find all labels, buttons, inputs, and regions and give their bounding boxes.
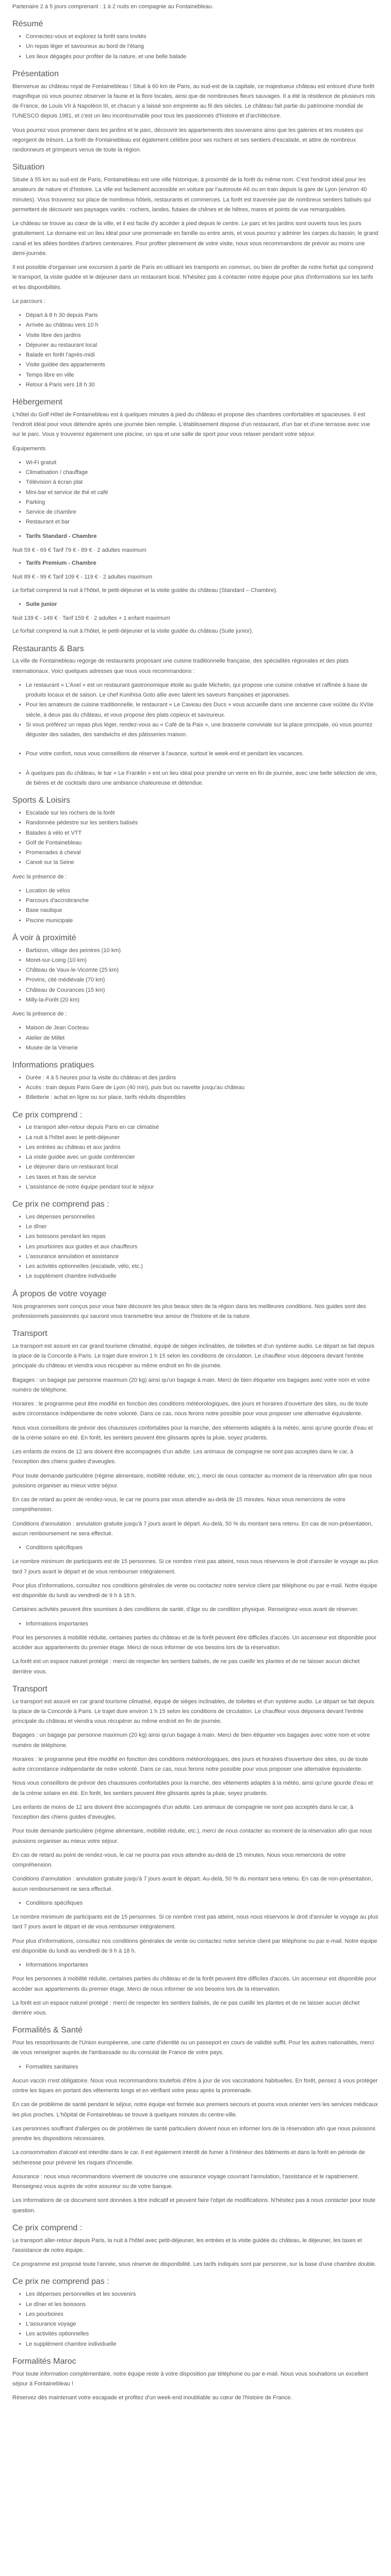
paragraph: Il est possible d'organiser une excursion à partir de Paris en utilisant les transports en commun, ou bien de profiter de notre forfait qui comprend le transport, la visite guidée et le déjeuner dans un restaurant local. N'hésitez pas à contacter notre équipe pour plus d'informations sur les tarifs et les disponibilités. <box>12 264 373 291</box>
list-item: • Promenades à cheval <box>26 848 379 858</box>
list-item: • Informations importantes <box>26 1960 379 1970</box>
paragraph: Pour les personnes à mobilité réduite, certaines parties du château et de la forêt peuvent être difficiles d'accès. Un ascenseur est disponible pour accéder aux appartements du premier étage. Merci de nous informer de vos besoins lors de la réservation. <box>12 1976 377 1992</box>
list-item: • Château de Vaux-le-Vicomte (25 km) <box>26 965 379 975</box>
rates-list <box>12 600 379 609</box>
paragraph: La ville de Fontainebleau regorge de restaurants proposant une cuisine traditionnelle française, des spécialités régionales et des plats internationaux. Voici quelques adresses que nous vous recommandons : <box>12 658 349 674</box>
list-item: • À quelques pas du château, le bar « Le Franklin » est un lieu idéal pour prendre un verre en fin de journée, avec une belle sélection de vins, de bières et de cocktails dans une ambiance chaleureuse et détendue. <box>26 769 379 789</box>
transport-conditions-list <box>12 1543 379 1553</box>
list-item: • Piscine municipale <box>26 916 379 926</box>
list-item: • Les dépenses personnelles <box>26 1212 379 1222</box>
intro-text: Partenaire 2 à 5 jours comprenant : 1 à 2 nuits en compagnie au Fontainebleau. <box>12 4 214 10</box>
section-title-formalities-2: Formalités Maroc <box>12 2357 76 2366</box>
list-item: • Les pourboires <box>26 2310 379 2319</box>
list-item: • Si vous préférez un repas plus léger, rendez-vous au « Café de la Paix », une brasserie conviviale sur la place principale, où vous pourrez déguster des salades, des sandwichs et des pâtisseries maison. <box>26 720 379 740</box>
paragraph: En cas de retard au point de rendez-vous, le car ne pourra pas vous attendre au-delà de 15 minutes. Nous vous remercions de votre compréhension. <box>12 1852 346 1869</box>
restaurants-list-3 <box>12 769 379 789</box>
list-item: • Télévision à écran plat <box>26 478 379 487</box>
list-item: • L'assurance annulation et assistance <box>26 1252 379 1262</box>
list-item: • Mini-bar et service de thé et café <box>26 488 379 498</box>
list-item: • Pour les amateurs de cuisine traditionnelle, le restaurant « Le Caveau des Ducs » vous accueille dans une ancienne cave voûtée du XVIIe siècle, à deux pas du château, et vous propose des plats copieux et savoureux. <box>26 700 379 720</box>
list-item: • Temps libre en ville <box>26 370 379 380</box>
list-item: • Billetterie : achat en ligne ou sur place, tarifs réduits disponibles <box>26 1093 379 1103</box>
list-item: • Restaurant et bar <box>26 517 379 527</box>
list-item: • Canoë sur la Seine <box>26 858 379 868</box>
around-list-2 <box>12 1023 379 1053</box>
paragraph: Conditions d'annulation : annulation gratuite jusqu'à 7 jours avant le départ. Au-delà, 50 % du montant sera retenu. En cas de non-présentation, aucun remboursement ne sera effectué. <box>12 1520 373 1537</box>
paragraph: L'hôtel du Golf Hôtel de Fontainebleau est à quelques minutes à pied du château et propose des chambres confortables et spacieuses. Il est l'endroit idéal pour vous détendre après une journée bien remplie. L'établissement dispose d'un restaurant, d'un bar et d'une terrasse avec vue sur le parc. Vous y trouverez également une piscine, un spa et une salle de sport pour vous relaxer pendant votre séjour. <box>12 411 370 438</box>
equipment-list <box>12 458 379 528</box>
paragraph: Horaires : le programme peut être modifié en fonction des conditions météorologiques, des jours et horaires d'ouverture des sites, ou de toute autre circonstance indépendante de notre volonté. Dans ce cas, nous ferons notre possible pour vous proposer une alternative équivalente. <box>12 1401 368 1417</box>
list-item: • Pour votre confort, nous vous conseillons de réserver à l'avance, surtout le week-end et pendant les vacances. <box>26 749 379 759</box>
section-title-about: À propos de votre voyage <box>12 1289 107 1298</box>
paragraph: En cas de retard au point de rendez-vous, le car ne pourra pas vous attendre au-delà de 15 minutes. Nous vous remercions de votre compréhension. <box>12 1497 346 1513</box>
paragraph: Située à 55 km au sud-est de Paris, Fontainebleau est une ville historique, à proximité de la forêt du même nom. C'est l'endroit idéal pour les amateurs de nature et d'histoire. La ville est facilement accessible en voiture par l'autoroute A6 ou en train depuis la gare de Lyon (environ 40 minutes). Vous trouverez sur place de nombreux hôtels, restaurants et commerces. La forêt est traversée par de nombreux sentiers balisés qui permettent de découvrir ses paysages variés : rochers, landes, futaies de chênes et de hêtres, mares et points de vue remarquables. <box>12 177 371 213</box>
paragraph: La forêt est un espace naturel protégé : merci de respecter les sentiers balisés, de ne pas cueillir les plantes et de ne laisser aucun déchet derrière vous. <box>12 1658 360 1675</box>
section-title-around: À voir à proximité <box>12 933 76 942</box>
list-item: • Le supplément chambre individuelle <box>26 2340 379 2349</box>
paragraph: Aucun vaccin n'est obligatoire. Nous vous recommandons toutefois d'être à jour de vos vaccinations habituelles. En forêt, pensez à vous protéger contre les tiques en portant des vêtements longs et en vérifiant votre peau après la promenade. <box>12 2077 378 2094</box>
paragraph: Équipements <box>12 445 46 452</box>
list-item: • Climatisation / chauffage <box>26 468 379 478</box>
list-item: • Le dîner <box>26 1222 379 1232</box>
transport2-conditions-list <box>12 1899 379 1908</box>
list-item: • Les entrées au château et aux jardins <box>26 1143 379 1153</box>
paragraph: Le château se trouve au cœur de la ville, et il est facile d'y accéder à pied depuis le centre. Le parc et les jardins sont ouverts tous les jours gratuitement. Le domaine est un lieu idéal pour une promenade en famille ou entre amis, et vous pourrez y admirer les carpes du bassin, le grand canal et les allées bordées d'arbres centenaires. Pour profiter pleinement de votre visite, nous vous recommandons de prévoir au moins une demi-journée. <box>12 221 379 257</box>
paragraph: Pour les personnes à mobilité réduite, certaines parties du château et de la forêt peuvent être difficiles d'accès. Un ascenseur est disponible pour accéder aux appartements du premier étage. Merci de nous informer de vos besoins lors de la réservation. <box>12 1634 377 1651</box>
list-item: • Balade en forêt l'après-midi <box>26 350 379 360</box>
paragraph: Pour plus d'informations, consultez nos conditions générales de vente ou contactez notre service client par téléphone ou par e-mail. Notre équipe est disponible du lundi au vendredi de 9 h à 18 h. <box>12 1938 378 1954</box>
list-item: • Wi-Fi gratuit <box>26 458 379 468</box>
paragraph: Le forfait comprend la nuit à l'hôtel, le petit-déjeuner et la visite guidée du château (Standard – Chambre). <box>12 587 278 594</box>
list-item: • L'assistance de notre équipe pendant tout le séjour <box>26 1182 379 1192</box>
list-item: • Connectez-vous et explorez la forêt sans invités <box>26 32 379 42</box>
paragraph: Assurance : nous vous recommandons vivement de souscrire une assurance voyage couvrant l'annulation, l'assistance et le rapatriement. Renseignez-vous auprès de votre assureur ou de votre banque. <box>12 2173 359 2190</box>
list-item: • Location de vélos <box>26 886 379 896</box>
paragraph: Le forfait comprend la nuit à l'hôtel, le petit-déjeuner et la visite guidée du château (Suite junior). <box>12 628 253 635</box>
paragraph: Pour toute information complémentaire, notre équipe reste à votre disposition par téléphone ou par e-mail. Nous vous souhaitons un excellent séjour à Fontainebleau ! <box>12 2370 368 2387</box>
sports-list <box>12 808 379 868</box>
list-item: • Château de Courances (15 km) <box>26 986 379 995</box>
paragraph: Le parcours : <box>12 298 46 304</box>
list-item: • La visite guidée avec un guide conférencier <box>26 1153 379 1162</box>
paragraph: Pour toute demande particulière (régime alimentaire, mobilité réduite, etc.), merci de nous contacter au moment de la réservation afin que nous puissions organiser au mieux votre séjour. <box>12 1472 372 1489</box>
list-item: • Les boissons pendant les repas <box>26 1232 379 1242</box>
list-item: • Les activités optionnelles (escalade, vélo, etc.) <box>26 1262 379 1272</box>
list-item: • Le restaurant « L'Axel » est un restaurant gastronomique étoilé au guide Michelin, qui propose une cuisine créative et raffinée à base de produits locaux et de saison. Le chef Kunihisa Goto allie avec talent les saveurs françaises et japonaises. <box>26 681 379 701</box>
paragraph: La consommation d'alcool est interdite dans le car. Il est également interdit de fumer à l'intérieur des bâtiments et dans la forêt en période de sécheresse pour prévenir les risques d'incendie. <box>12 2149 365 2166</box>
list-item: • Musée de la Vénerie <box>26 1043 379 1053</box>
rates-list <box>12 558 379 568</box>
sports-list-2 <box>12 886 379 926</box>
paragraph: Bienvenue au château royal de Fontainebleau ! Situé à 60 km de Paris, au sud-est de la capitale, ce majestueux château est entouré d'une forêt magnifique où vous pourrez observer la faune et la flore locales, ainsi que de nombreuses fleurs sauvages. Il a été la résidence de plusieurs rois de France, de Louis VII à Napoléon III, et chacun y a laissé son empreinte au fil des siècles. Le château fait partie du patrimoine mondial de l'UNESCO depuis 1981, et c'est un lieu incontournable pour tous les passionnés d'histoire et d'architecture. <box>12 83 376 120</box>
list-item: • Golf de Fontainebleau <box>26 838 379 848</box>
paragraph: Pour plus d'informations, consultez nos conditions générales de vente ou contactez notre service client par téléphone ou par e-mail. Notre équipe est disponible du lundi au vendredi de 9 h à 18 h. <box>12 1582 378 1599</box>
list-item: • Conditions spécifiques <box>26 1899 379 1908</box>
paragraph: Réservez dès maintenant votre escapade et profitez d'un week-end inoubliable au cœur de l'histoire de France. <box>12 2395 292 2401</box>
info-list <box>12 1073 379 1103</box>
excluded2-list <box>12 2290 379 2349</box>
list-item: • Moret-sur-Loing (10 km) <box>26 956 379 965</box>
resume-list <box>12 32 379 62</box>
list-item: • Service de chambre <box>26 507 379 517</box>
excluded-list <box>12 1212 379 1282</box>
list-item: • Arrivée au château vers 10 h <box>26 320 379 330</box>
list-item: • Le supplément chambre individuelle <box>26 1272 379 1281</box>
list-item: • Informations importantes <box>26 1619 379 1629</box>
list-item: • Escalade sur les rochers de la forêt <box>26 808 379 818</box>
list-item: • Les lieux dégagés pour profiter de la nature, et une belle balade <box>26 52 379 62</box>
section-title-included: Ce prix comprend : <box>12 1110 83 1120</box>
section-title-sports: Sports & Loisirs <box>12 796 71 805</box>
paragraph: En cas de problème de santé pendant le séjour, notre équipe est formée aux premiers secours et pourra vous orienter vers les services médicaux les plus proches. L'hôpital de Fontainebleau se trouve à quelques minutes du centre-ville. <box>12 2102 378 2118</box>
section-title-formalities: Formalités & Santé <box>12 2026 83 2035</box>
list-item: • Provins, cité médiévale (70 km) <box>26 975 379 985</box>
list-item: • Formalités sanitaires <box>26 2062 379 2072</box>
paragraph: La forêt est un espace naturel protégé : merci de respecter les sentiers balisés, de ne pas cueillir les plantes et de ne laisser aucun déchet derrière vous. <box>12 1999 360 2016</box>
paragraph: Les enfants de moins de 12 ans doivent être accompagnés d'un adulte. Les animaux de compagnie ne sont pas acceptés dans le car, à l'exception des chiens guides d'aveugles. <box>12 1449 353 1465</box>
around-list <box>12 946 379 1006</box>
list-item: • Atelier de Millet <box>26 1033 379 1043</box>
paragraph: Le transport est assuré en car grand tourisme climatisé, équipé de sièges inclinables, de toilettes et d'un système audio. Le départ se fait depuis la place de la Concorde à Paris. Le trajet dure environ 1 h 15 selon les conditions de circulation. Le chauffeur vous déposera devant l'entrée principale du château et viendra vous récupérer au même endroit en fin de journée. <box>12 1698 374 1725</box>
paragraph: Vous pourrez vous promener dans les jardins et le parc, découvrir les appartements des souverains ainsi que les galeries et les musées qui regorgent de trésors. La forêt de Fontainebleau est également célèbre pour ses rochers et ses sentiers d'escalade, et attire de nombreux randonneurs et grimpeurs venus de toute la région. <box>12 127 363 154</box>
list-item: • Le dîner et les boissons <box>26 2300 379 2310</box>
paragraph: Bagages : un bagage par personne maximum (20 kg) ainsi qu'un bagage à main. Merci de bien étiqueter vos bagages avec votre nom et votre numéro de téléphone. <box>12 1377 370 1393</box>
rate-detail: Nuit 89 € - 99 € Tarif 109 € - 119 € · 2 adultes maximum <box>12 574 153 581</box>
paragraph: Certaines activités peuvent être soumises à des conditions de santé, d'âge ou de condition physique. Renseignez-vous avant de réserver. <box>12 1606 359 1613</box>
list-item: • Les pourboires aux guides et aux chauffeurs <box>26 1242 379 1252</box>
rate-detail: Nuit 59 € - 69 € Tarif 79 € - 89 € · 2 adultes maximum <box>12 547 146 553</box>
paragraph: Avec la présence de : <box>12 1011 67 1018</box>
restaurants-list <box>12 681 379 740</box>
list-item: • Tarifs Standard - Chambre <box>26 532 379 541</box>
list-item: • Suite junior <box>26 600 379 609</box>
list-item: • Parcours d'accrobranche <box>26 896 379 906</box>
rate-detail: Nuit 139 € - 149 € · Tarif 159 € · 2 adultes + 1 enfant maximum <box>12 615 170 622</box>
paragraph: Nous vous conseillons de prévoir des chaussures confortables pour la marche, des vêtements adaptés à la météo, ainsi qu'une gourde d'eau et de la crème solaire en été. En forêt, les sentiers peuvent être glissants après la pluie, soyez prudents. <box>12 1780 373 1797</box>
paragraph: Nos programmes sont conçus pour vous faire découvrir les plus beaux sites de la région dans les meilleures conditions. Nos guides sont des professionnels passionnés qui sauront vous transmettre leur amour de l'histoire et de la nature. <box>12 1303 366 1319</box>
paragraph: Le transport aller-retour depuis Paris, la nuit à l'hôtel avec petit-déjeuner, les entrées et la visite guidée du château, le déjeuner, les taxes et l'assistance de notre équipe. <box>12 2237 362 2253</box>
list-item: • Retour à Paris vers 18 h 30 <box>26 380 379 390</box>
section-title-hebergement: Hébergement <box>12 398 62 407</box>
restaurants-list-2 <box>12 749 379 759</box>
paragraph: Pour toute demande particulière (régime alimentaire, mobilité réduite, etc.), merci de nous contacter au moment de la réservation afin que nous puissions organiser au mieux votre séjour. <box>12 1828 372 1844</box>
paragraph: Conditions d'annulation : annulation gratuite jusqu'à 7 jours avant le départ. Au-delà, 50 % du montant sera retenu. En cas de non-présentation, aucun remboursement ne sera effectué. <box>12 1876 373 1892</box>
list-item: • Randonnée pédestre sur les sentiers balisés <box>26 818 379 828</box>
list-item: • Accès : train depuis Paris Gare de Lyon (40 min), puis bus ou navette jusqu'au château <box>26 1083 379 1093</box>
paragraph: Les informations de ce document sont données à titre indicatif et peuvent faire l'objet de modifications. N'hésitez pas à nous contacter pour toute question. <box>12 2197 376 2214</box>
list-item: • Départ à 8 h 30 depuis Paris <box>26 311 379 320</box>
section-title-excluded: Ce prix ne comprend pas : <box>12 1200 109 1209</box>
section-title-info: Informations pratiques <box>12 1061 94 1070</box>
paragraph: Nous vous conseillons de prévoir des chaussures confortables pour la marche, des vêtements adaptés à la météo, ainsi qu'une gourde d'eau et de la crème solaire en été. En forêt, les sentiers peuvent être glissants après la pluie, soyez prudents. <box>12 1425 373 1441</box>
formalities-list <box>12 2062 379 2072</box>
list-item: • Les dépenses personnelles et les souvenirs <box>26 2290 379 2299</box>
list-item: • L'assurance voyage <box>26 2319 379 2329</box>
list-item: • Le déjeuner dans un restaurant local <box>26 1162 379 1172</box>
list-item: • Milly-la-Forêt (20 km) <box>26 995 379 1005</box>
paragraph: Avec la présence de : <box>12 873 67 880</box>
paragraph: Ce programme est proposé toute l'année, sous réserve de disponibilité. Les tarifs indiqués sont par personne, sur la base d'une chambre double. <box>12 2261 377 2268</box>
list-item: • Un repas léger et savoureux au bord de l'étang <box>26 42 379 52</box>
section-title-transport: Transport <box>12 1329 47 1338</box>
rates-list <box>12 532 379 541</box>
list-item: • Maison de Jean Cocteau <box>26 1023 379 1033</box>
paragraph: Le transport est assuré en car grand tourisme climatisé, équipé de sièges inclinables, de toilettes et d'un système audio. Le départ se fait depuis la place de la Concorde à Paris. Le trajet dure environ 1 h 15 selon les conditions de circulation. Le chauffeur vous déposera devant l'entrée principale du château et viendra vous récupérer au même endroit en fin de journée. <box>12 1343 374 1369</box>
list-item: • Tarifs Premium - Chambre <box>26 558 379 568</box>
list-item: • Conditions spécifiques <box>26 1543 379 1553</box>
list-item: • Durée : 4 à 5 heures pour la visite du château et des jardins <box>26 1073 379 1083</box>
list-item: • Barbizon, village des peintres (10 km) <box>26 946 379 956</box>
list-item: • Le transport aller-retour depuis Paris en car climatisé <box>26 1123 379 1132</box>
transport2-important-list <box>12 1960 379 1970</box>
itinerary-list <box>12 311 379 390</box>
list-item: • Visite libre des jardins <box>26 331 379 341</box>
section-title-resume: Résumé <box>12 20 43 29</box>
list-item: • Visite guidée des appartements <box>26 360 379 370</box>
list-item: • Les activités optionnelles <box>26 2329 379 2339</box>
list-item: • Balades à vélo et VTT <box>26 828 379 838</box>
list-item: • Base nautique <box>26 906 379 916</box>
list-item: • Déjeuner au restaurant local <box>26 341 379 350</box>
section-title-presentation: Présentation <box>12 69 59 78</box>
paragraph: Le nombre minimum de participants est de 15 personnes. Si ce nombre n'est pas atteint, nous nous réservons le droit d'annuler le voyage au plus tard 7 jours avant le départ et de vous rembourser intégralement. <box>12 1558 379 1575</box>
section-title-restaurants: Restaurants & Bars <box>12 644 84 653</box>
paragraph: Les enfants de moins de 12 ans doivent être accompagnés d'un adulte. Les animaux de compagnie ne sont pas acceptés dans le car, à l'exception des chiens guides d'aveugles. <box>12 1804 353 1821</box>
list-item: • Les taxes et frais de service <box>26 1173 379 1182</box>
list-item: • Parking <box>26 498 379 507</box>
section-title-included-2: Ce prix comprend : <box>12 2223 83 2232</box>
paragraph: Le nombre minimum de participants est de 15 personnes. Si ce nombre n'est pas atteint, nous nous réservons le droit d'annuler le voyage au plus tard 7 jours avant le départ et de vous rembourser intégralement. <box>12 1914 379 1930</box>
list-item: • La nuit à l'hôtel avec le petit-déjeuner <box>26 1133 379 1143</box>
paragraph: Horaires : le programme peut être modifié en fonction des conditions météorologiques, des jours et horaires d'ouverture des sites, ou de toute autre circonstance indépendante de notre volonté. Dans ce cas, nous ferons notre possible pour vous proposer une alternative équivalente. <box>12 1756 368 1773</box>
section-title-excluded-2: Ce prix ne comprend pas : <box>12 2277 109 2286</box>
transport-important-list <box>12 1619 379 1629</box>
paragraph: Bagages : un bagage par personne maximum (20 kg) ainsi qu'un bagage à main. Merci de bien étiqueter vos bagages avec votre nom et votre numéro de téléphone. <box>12 1732 370 1749</box>
paragraph: Les personnes souffrant d'allergies ou de problèmes de santé particuliers doivent nous en informer lors de la réservation afin que nous puissions prendre les dispositions nécessaires. <box>12 2125 376 2142</box>
included-list <box>12 1123 379 1192</box>
section-title-transport-2: Transport <box>12 1684 47 1693</box>
paragraph: Pour les ressortissants de l'Union européenne, une carte d'identité ou un passeport en cours de validité suffit. Pour les autres nationalités, merci de vous renseigner auprès de l'ambassade ou du consulat de France de votre pays. <box>12 2040 374 2056</box>
section-title-situation: Situation <box>12 163 45 172</box>
